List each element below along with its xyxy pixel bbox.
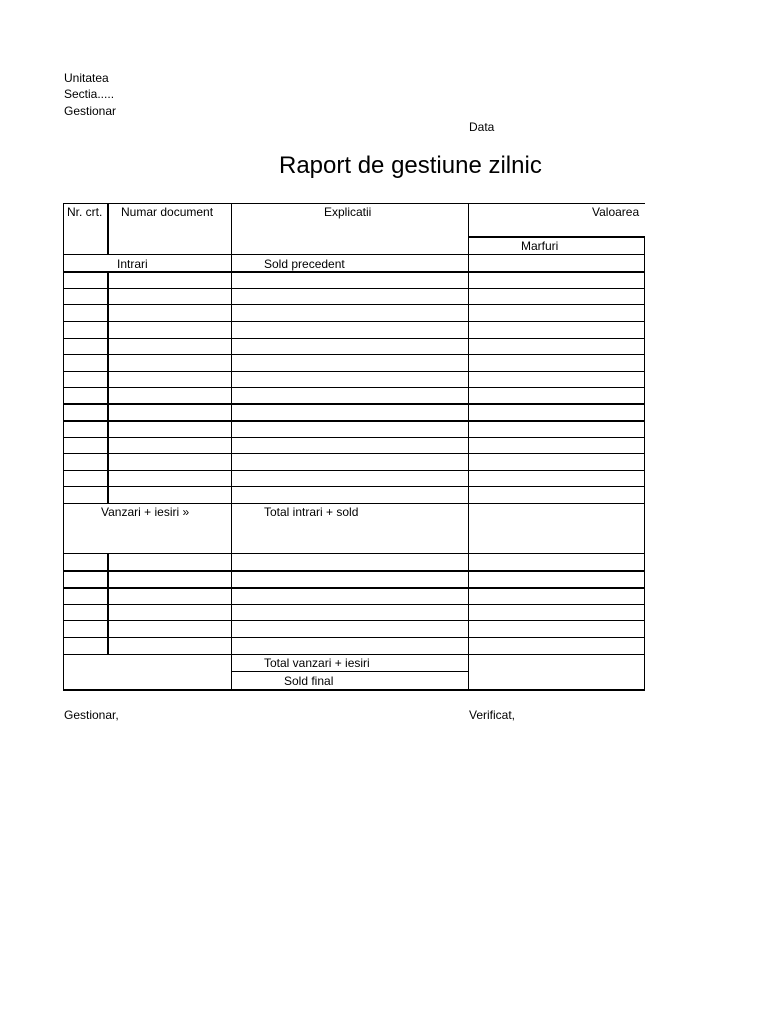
grid-line	[63, 604, 645, 605]
final-balance-label: Sold final	[284, 674, 334, 688]
grid-line	[63, 553, 645, 554]
grid-line	[231, 671, 469, 672]
grid-line	[63, 420, 645, 422]
grid-line	[468, 236, 645, 238]
date-label: Data	[469, 120, 495, 134]
col-doc-header: Numar document	[121, 205, 214, 219]
grid-line	[468, 203, 469, 691]
grid-line	[63, 338, 645, 339]
grid-line	[63, 371, 645, 372]
grid-line	[63, 570, 645, 572]
grid-line	[63, 689, 645, 691]
grid-line	[63, 288, 645, 289]
prev-balance-label: Sold precedent	[264, 257, 345, 271]
col-nr-header: Nr. crt.	[67, 205, 103, 219]
grid-line	[63, 387, 645, 388]
total-out-label: Total vanzari + iesiri	[264, 656, 370, 670]
grid-line	[63, 354, 645, 355]
col-expl-header: Explicatii	[324, 205, 372, 219]
grid-line	[63, 587, 645, 589]
page-title: Raport de gestiune zilnic	[279, 152, 542, 179]
col-val-header: Valoarea	[592, 205, 640, 219]
grid-line	[63, 503, 645, 504]
manager-label: Gestionar	[64, 104, 117, 118]
grid-line	[63, 403, 645, 405]
section-label: Sectia.....	[64, 87, 115, 101]
grid-line	[108, 553, 109, 655]
col-goods-header: Marfuri	[521, 239, 559, 253]
grid-line	[63, 470, 645, 471]
section-in-label: Intrari	[117, 257, 148, 271]
manager-signature-label: Gestionar,	[64, 708, 119, 722]
grid-line	[63, 486, 645, 487]
grid-line	[63, 321, 645, 322]
total-in-label: Total intrari + sold	[264, 505, 359, 519]
grid-line	[231, 203, 232, 691]
grid-line	[63, 453, 645, 454]
grid-line	[63, 271, 645, 273]
grid-line	[108, 271, 109, 504]
grid-line	[63, 620, 645, 621]
verified-signature-label: Verificat,	[469, 708, 516, 722]
unit-label: Unitatea	[64, 71, 109, 85]
grid-line	[107, 203, 109, 255]
grid-line	[63, 254, 645, 255]
grid-line	[63, 637, 645, 638]
grid-line	[63, 203, 645, 204]
grid-line	[63, 304, 645, 305]
grid-line	[63, 654, 645, 655]
grid-line	[63, 437, 645, 438]
section-out-label: Vanzari + iesiri »	[101, 505, 190, 519]
grid-line	[63, 203, 64, 691]
